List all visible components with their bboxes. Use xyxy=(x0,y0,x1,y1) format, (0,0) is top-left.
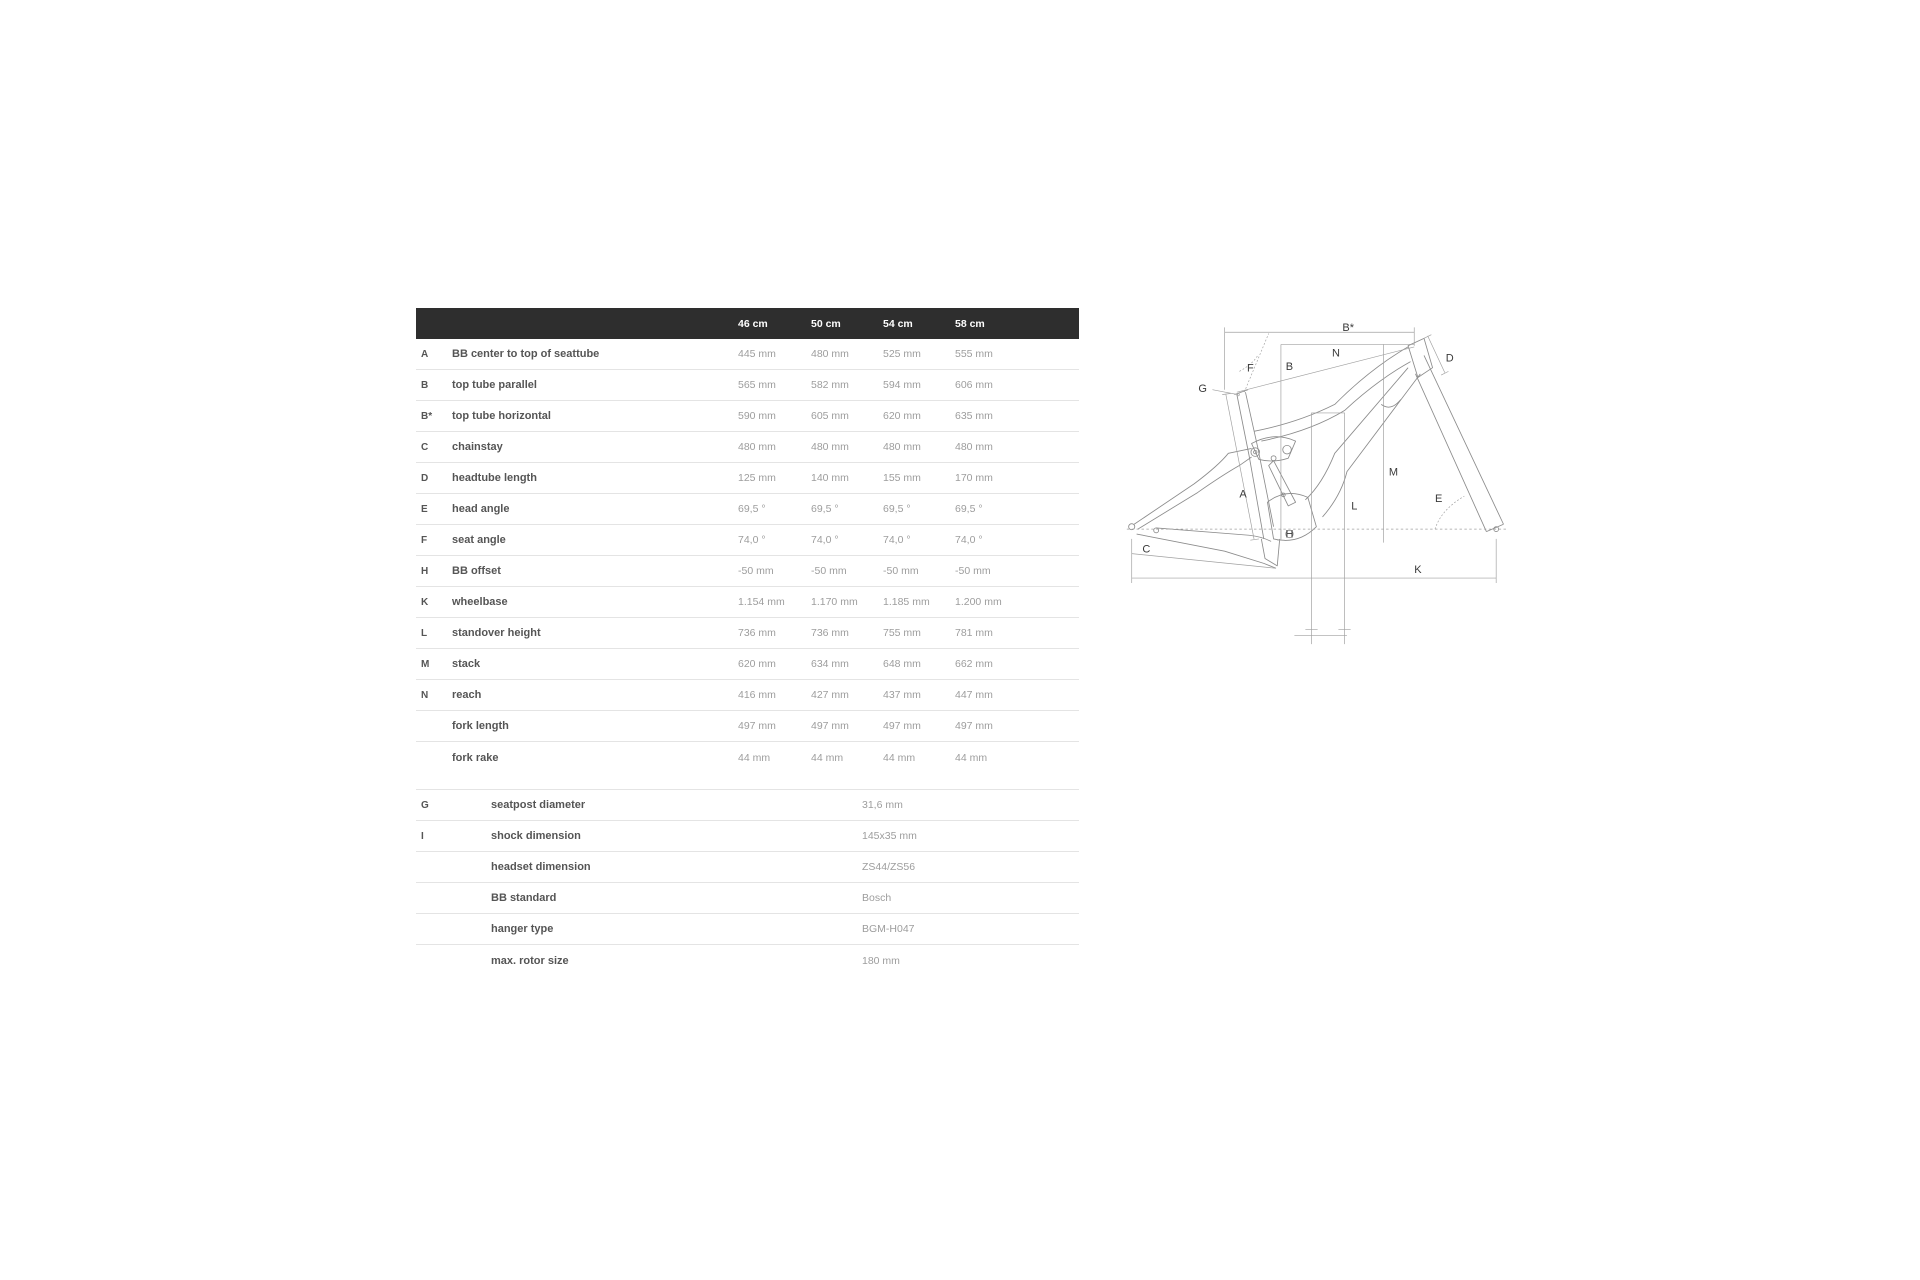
chainstay xyxy=(1137,528,1280,568)
row-value: 445 mm xyxy=(738,348,776,360)
label-b: B xyxy=(1285,361,1294,374)
row-value: 1.170 mm xyxy=(811,596,858,608)
size-column-header: 50 cm xyxy=(811,317,841,330)
frame-outline xyxy=(1129,338,1504,568)
spec-row xyxy=(416,945,1079,976)
label-b-star: B* xyxy=(1342,322,1354,335)
row-value: 140 mm xyxy=(811,472,849,484)
row-label: max. rotor size xyxy=(491,954,569,967)
row-value: 31,6 mm xyxy=(862,799,903,811)
geometry-row xyxy=(416,556,1079,587)
row-key: A xyxy=(421,348,429,360)
row-value: 755 mm xyxy=(883,627,921,639)
seatstay xyxy=(1134,448,1251,529)
row-value: 1.200 mm xyxy=(955,596,1002,608)
row-label: head angle xyxy=(452,503,510,515)
row-value: 180 mm xyxy=(862,954,900,967)
row-value: 480 mm xyxy=(811,348,849,360)
chainstay-pivot xyxy=(1154,528,1159,533)
geometry-row xyxy=(416,463,1079,494)
row-value: 145x35 mm xyxy=(862,830,917,842)
row-value: 781 mm xyxy=(955,627,993,639)
row-value: 1.185 mm xyxy=(883,596,930,608)
row-value: 497 mm xyxy=(811,720,849,732)
row-value: 620 mm xyxy=(738,658,776,670)
row-value: 497 mm xyxy=(883,720,921,732)
row-key: C xyxy=(421,441,429,453)
dim-a xyxy=(1222,393,1259,540)
spec-row xyxy=(416,852,1079,883)
row-value: 74,0 ° xyxy=(955,534,983,546)
row-label: BB offset xyxy=(452,565,501,577)
row-label: top tube parallel xyxy=(452,379,537,391)
row-value: BGM-H047 xyxy=(862,923,915,935)
label-d: D xyxy=(1445,352,1454,365)
label-k: K xyxy=(1414,564,1422,577)
row-key: H xyxy=(421,565,429,577)
row-value: 69,5 ° xyxy=(738,503,766,515)
row-value: 497 mm xyxy=(738,720,776,732)
top-tube xyxy=(1254,347,1411,441)
specs-table xyxy=(416,789,1079,976)
label-a: A xyxy=(1239,488,1247,501)
row-label: seat angle xyxy=(452,534,506,546)
row-value: 416 mm xyxy=(738,689,776,701)
row-value: 582 mm xyxy=(811,379,849,391)
row-value: 480 mm xyxy=(883,441,921,453)
row-key: E xyxy=(421,503,428,515)
row-label: headtube length xyxy=(452,472,537,484)
row-label: top tube horizontal xyxy=(452,410,551,422)
shock-mount xyxy=(1271,456,1276,461)
row-value: 555 mm xyxy=(955,348,993,360)
geometry-table xyxy=(416,308,1079,773)
row-value: 437 mm xyxy=(883,689,921,701)
row-value: 605 mm xyxy=(811,410,849,422)
geometry-row xyxy=(416,432,1079,463)
dim-f-arc xyxy=(1239,333,1268,392)
size-column-header: 54 cm xyxy=(883,317,913,330)
shock xyxy=(1269,461,1296,506)
row-value: 662 mm xyxy=(955,658,993,670)
dim-b-star xyxy=(1225,327,1415,389)
row-label: shock dimension xyxy=(491,830,581,842)
row-value: 480 mm xyxy=(738,441,776,453)
row-label: BB center to top of seattube xyxy=(452,348,600,360)
geometry-row xyxy=(416,742,1079,773)
label-f: F xyxy=(1246,362,1254,375)
row-value: 736 mm xyxy=(738,627,776,639)
spec-row xyxy=(416,821,1079,852)
geometry-row xyxy=(416,618,1079,649)
down-tube xyxy=(1305,368,1420,517)
size-column-header: 46 cm xyxy=(738,317,768,330)
row-value: 74,0 ° xyxy=(883,534,911,546)
row-value: 74,0 ° xyxy=(811,534,839,546)
geometry-row xyxy=(416,711,1079,742)
spec-row xyxy=(416,790,1079,821)
geometry-row xyxy=(416,339,1079,370)
row-value: 565 mm xyxy=(738,379,776,391)
label-m: M xyxy=(1388,466,1399,479)
row-value: 480 mm xyxy=(811,441,849,453)
row-value: 590 mm xyxy=(738,410,776,422)
row-value: 648 mm xyxy=(883,658,921,670)
dim-k xyxy=(1132,539,1496,583)
row-value: 427 mm xyxy=(811,689,849,701)
label-e: E xyxy=(1435,493,1443,506)
row-value: 525 mm xyxy=(883,348,921,360)
row-key: N xyxy=(421,689,429,701)
row-label: chainstay xyxy=(452,441,503,453)
row-value: 736 mm xyxy=(811,627,849,639)
size-column-header: 58 cm xyxy=(955,317,985,330)
row-label: stack xyxy=(452,658,481,670)
geometry-table-body xyxy=(416,339,1079,773)
row-key: M xyxy=(421,658,430,670)
row-value: Bosch xyxy=(862,892,892,904)
row-label: wheelbase xyxy=(452,596,508,608)
row-value: 69,5 ° xyxy=(883,503,911,515)
seat-tube xyxy=(1234,390,1273,539)
row-value: -50 mm xyxy=(955,565,991,577)
row-value: 44 mm xyxy=(811,751,844,764)
row-value: 69,5 ° xyxy=(811,503,839,515)
row-value: 497 mm xyxy=(955,720,993,732)
geometry-row xyxy=(416,587,1079,618)
row-value: ZS44/ZS56 xyxy=(862,861,916,873)
spec-row xyxy=(416,914,1079,945)
geometry-table-header xyxy=(416,308,1079,339)
row-label: standover height xyxy=(452,627,541,639)
row-value: 620 mm xyxy=(883,410,921,422)
geometry-row xyxy=(416,370,1079,401)
row-value: 69,5 ° xyxy=(955,503,983,515)
row-label: seatpost diameter xyxy=(491,799,586,811)
row-value: 447 mm xyxy=(955,689,993,701)
label-g: G xyxy=(1198,383,1207,396)
label-h: H xyxy=(1285,528,1294,541)
row-value: 606 mm xyxy=(955,379,993,391)
row-value: 125 mm xyxy=(738,472,776,484)
row-value: 594 mm xyxy=(883,379,921,391)
frame-geometry-diagram xyxy=(1112,309,1522,649)
row-key: L xyxy=(421,627,428,639)
row-value: -50 mm xyxy=(811,565,847,577)
rocker-pivot xyxy=(1283,445,1292,454)
label-n: N xyxy=(1331,347,1340,360)
row-key: B* xyxy=(421,410,433,422)
row-value: 634 mm xyxy=(811,658,849,670)
geometry-row xyxy=(416,494,1079,525)
row-value: 170 mm xyxy=(955,472,993,484)
label-c: C xyxy=(1142,543,1151,556)
row-label: headset dimension xyxy=(491,861,591,873)
dim-b xyxy=(1237,347,1414,392)
geometry-row xyxy=(416,649,1079,680)
row-value: 44 mm xyxy=(738,751,771,764)
geometry-row xyxy=(416,525,1079,556)
row-value: 44 mm xyxy=(955,751,988,764)
row-key: G xyxy=(421,799,429,811)
spec-row xyxy=(416,883,1079,914)
row-key: K xyxy=(421,596,429,608)
dim-h xyxy=(1277,529,1284,540)
row-label: hanger type xyxy=(491,923,554,935)
row-value: 480 mm xyxy=(955,441,993,453)
geometry-row xyxy=(416,401,1079,432)
specs-table-body xyxy=(416,790,1079,976)
row-key: I xyxy=(421,830,424,842)
row-label: reach xyxy=(452,689,482,701)
geometry-row xyxy=(416,680,1079,711)
row-value: 155 mm xyxy=(883,472,921,484)
dim-c xyxy=(1132,554,1276,569)
label-l: L xyxy=(1351,500,1358,513)
row-value: 1.154 mm xyxy=(738,596,785,608)
dim-l-standover xyxy=(1294,413,1350,644)
row-value: 44 mm xyxy=(883,751,916,764)
row-label: BB standard xyxy=(491,892,557,904)
row-key: F xyxy=(421,534,428,546)
row-key: D xyxy=(421,472,429,484)
dimension-lines xyxy=(1127,327,1506,644)
row-label: fork rake xyxy=(452,751,499,764)
row-label: fork length xyxy=(452,720,509,732)
row-key: B xyxy=(421,379,429,391)
row-value: -50 mm xyxy=(883,565,919,577)
row-value: 635 mm xyxy=(955,410,993,422)
row-value: 74,0 ° xyxy=(738,534,766,546)
row-value: -50 mm xyxy=(738,565,774,577)
fork xyxy=(1415,352,1503,531)
